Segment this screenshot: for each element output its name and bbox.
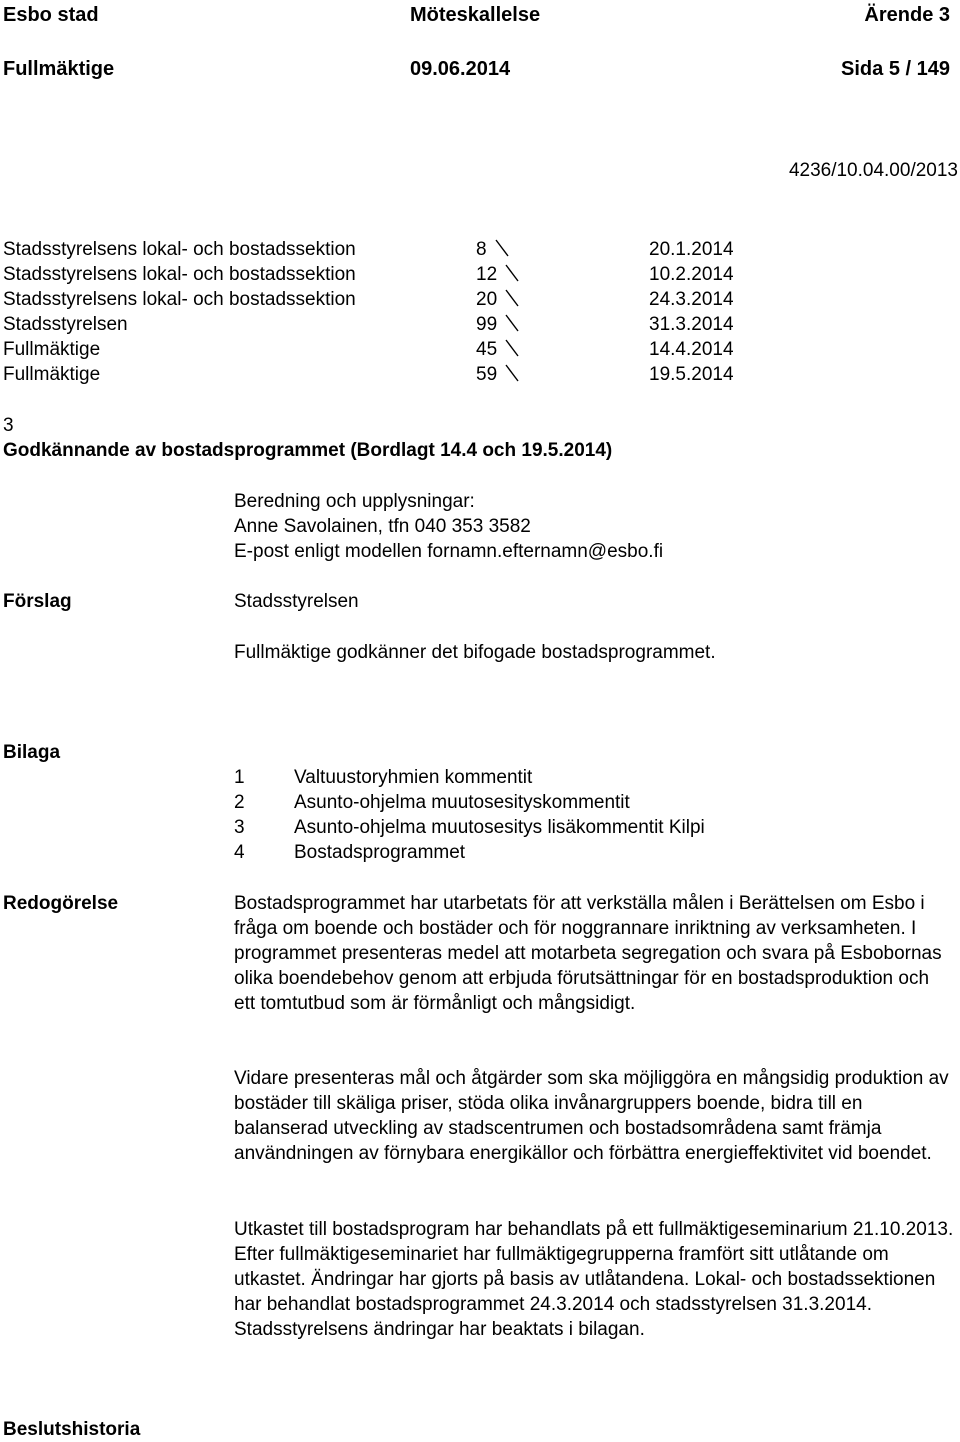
history-date: 31.3.2014 [649, 314, 734, 335]
history-number: 59 [476, 362, 519, 387]
history-number: 99 [476, 312, 519, 337]
section-link-icon [505, 264, 519, 282]
attachment-item[interactable]: 2 Asunto-ohjelma muutosesityskommentit [234, 792, 630, 813]
report-label: Redogörelse [3, 893, 119, 914]
report-paragraph: Vidare presenteras mål och åtgärder som ska möjliggöra en mångsidig produktion av bostäder till skäliga priser, stöda olika invånargruppers boende, bidra till en balanserad utveckling av stadscentrumen och bostadsområdena samt främja användningen av förnybara energikällor och förbättra energieffektivitet vid boendet. [234, 1068, 949, 1164]
proposal-proposer: Stadsstyrelsen [234, 591, 359, 612]
preparation-heading: Beredning och upplysningar: [234, 491, 475, 512]
history-number: 45 [476, 337, 519, 362]
report-paragraph: Bostadsprogrammet har utarbetats för att verkställa målen i Berättelsen om Esbo i fråga om boende och bostäder och för noggrannare inriktning av verksamheten. I programmet presenteras medel att motarbeta segregation och svara på Esbobornas olika boendebehov genom att erbjuda förutsättningar för en bostadsproduktion och ett tomtutbud som är förmånligt och mångsidigt. [234, 893, 942, 1014]
item-number: 3 [3, 415, 14, 436]
history-organ: Fullmäktige [3, 339, 101, 360]
history-organ: Fullmäktige [3, 364, 101, 385]
history-organ: Stadsstyrelsen [3, 314, 128, 335]
section-link-icon [495, 239, 509, 257]
attachments-label: Bilaga [3, 742, 61, 763]
history-organ: Stadsstyrelsens lokal- och bostadssektion [3, 289, 356, 310]
history-date: 10.2.2014 [649, 264, 734, 285]
item-title: Godkännande av bostadsprogrammet (Bordlagt 14.4 och 19.5.2014) [3, 440, 613, 461]
header-body: Fullmäktige [3, 58, 115, 80]
preparation-email: E-post enligt modellen fornamn.efternamn@esbo.fi [234, 541, 664, 562]
header-org: Esbo stad [3, 4, 99, 26]
decision-history-label: Beslutshistoria [3, 1419, 141, 1440]
report-paragraph: Utkastet till bostadsprogram har behandlats på ett fullmäktigeseminarium 21.10.2013. Efter fullmäktigeseminariet har fullmäktigegrupperna framfört sitt utlåtande om utkastet. Ändringar har gjorts på basis av utlåtandena. Lokal- och bostadssektionen har behandlat bostadsprogrammet 24.3.2014 och stadsstyrelsen 31.3.2014. Stadsstyrelsens ändringar har beaktats i bilagan. [234, 1219, 954, 1340]
history-number: 20 [476, 287, 519, 312]
header-doc-type: Möteskallelse [410, 4, 541, 26]
attachment-item[interactable]: 4 Bostadsprogrammet [234, 842, 466, 863]
header-page: Sida 5 / 149 [841, 58, 950, 80]
preparation-contact: Anne Savolainen, tfn 040 353 3582 [234, 516, 531, 537]
proposal-text: Fullmäktige godkänner det bifogade bostadsprogrammet. [234, 642, 716, 663]
reference-number: 4236/10.04.00/2013 [788, 160, 958, 181]
history-date: 14.4.2014 [649, 339, 734, 360]
proposal-label: Förslag [3, 591, 72, 612]
attachment-item[interactable]: 3 Asunto-ohjelma muutosesitys lisäkommentit Kilpi [234, 817, 705, 838]
history-date: 19.5.2014 [649, 364, 734, 385]
section-link-icon [505, 314, 519, 332]
section-link-icon [505, 289, 519, 307]
history-number: 8 [476, 237, 509, 262]
header-item: Ärende 3 [864, 4, 950, 26]
attachment-item[interactable]: 1 Valtuustoryhmien kommentit [234, 767, 533, 788]
history-organ: Stadsstyrelsens lokal- och bostadssektion [3, 264, 356, 285]
history-date: 24.3.2014 [649, 289, 734, 310]
history-date: 20.1.2014 [649, 239, 734, 260]
history-number: 12 [476, 262, 519, 287]
section-link-icon [505, 339, 519, 357]
header-date: 09.06.2014 [410, 58, 511, 80]
section-link-icon [505, 364, 519, 382]
history-organ: Stadsstyrelsens lokal- och bostadssektion [3, 239, 356, 260]
